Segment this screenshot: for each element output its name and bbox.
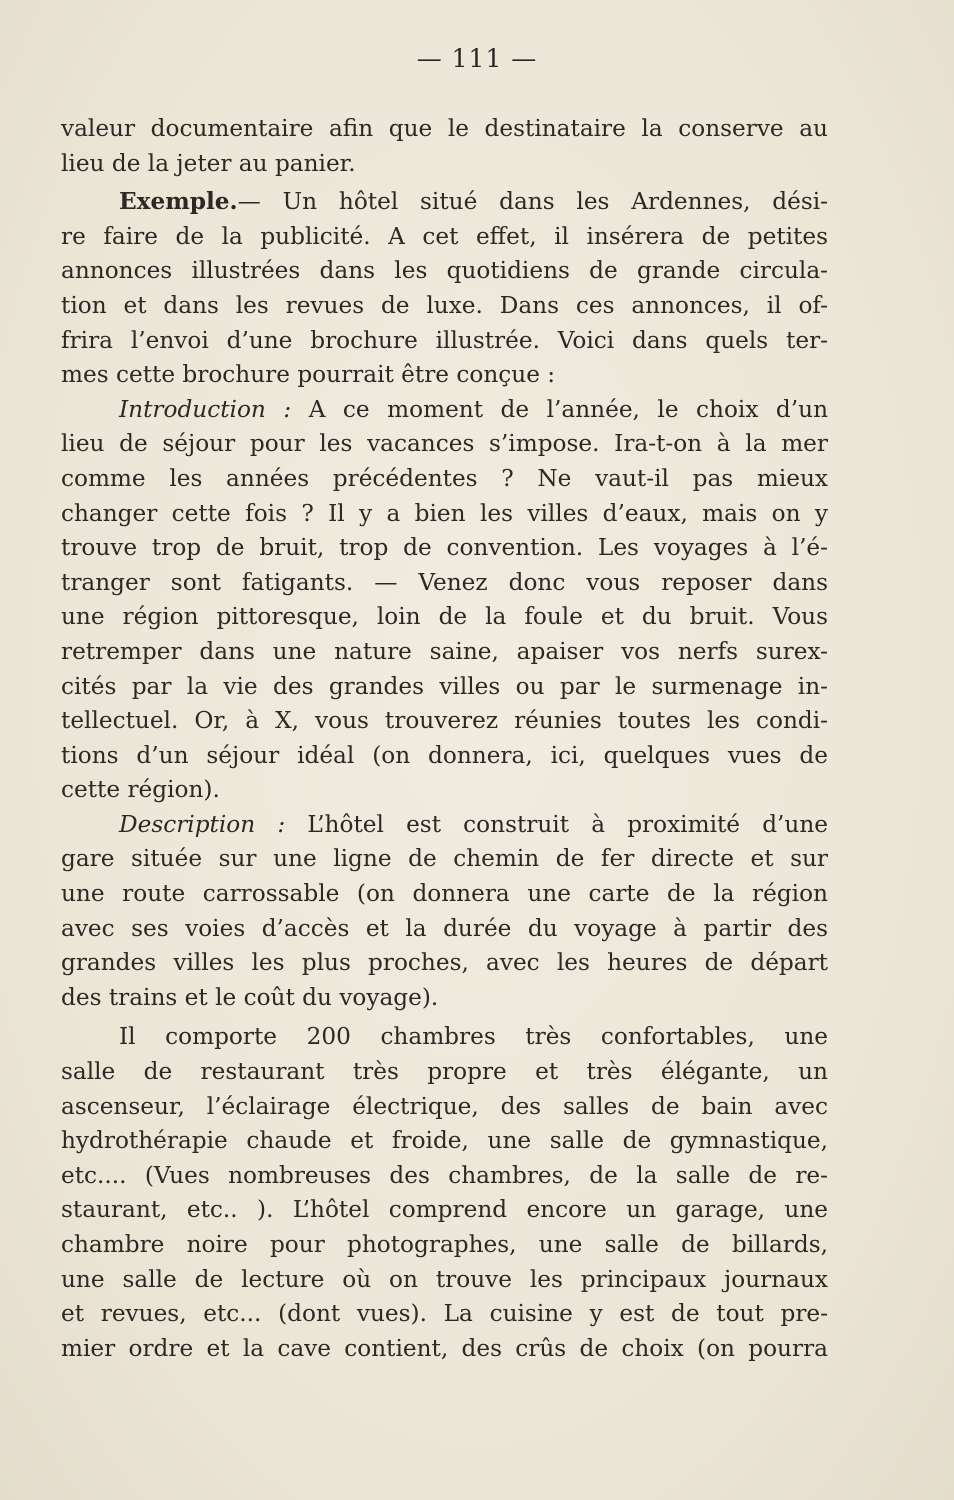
- text-line: mes cette brochure pourrait être conçue :: [61, 361, 556, 389]
- text-run: L’hôtel est construit à proximité d’une: [307, 810, 829, 838]
- page-number: — 111 —: [416, 44, 538, 73]
- text-line: tion et dans les revues de luxe. Dans ces annonces, il of-: [61, 291, 828, 319]
- text-line: Il comporte 200 chambres très confortables, une: [119, 1023, 828, 1051]
- text-run: — Un hôtel situé dans les Ardennes, dési-: [237, 188, 828, 216]
- text-line: ascenseur, l’éclairage électrique, des salles de bain avec: [61, 1092, 828, 1120]
- text-line: mier ordre et la cave contient, des crûs de choix (on pourra: [61, 1334, 828, 1362]
- description-lead: Description :: [119, 810, 286, 838]
- text-line: hydrothérapie chaude et froide, une salle de gymnastique,: [61, 1127, 828, 1155]
- text-line: tellectuel. Or, à X, vous trouverez réunies toutes les condi-: [61, 707, 828, 735]
- text-line: chambre noire pour photographes, une salle de billards,: [61, 1231, 828, 1258]
- text-line: annonces illustrées dans les quotidiens de grande circula-: [61, 257, 828, 285]
- body-text: [61, 112, 828, 1366]
- text-line: une route carrossable (on donnera une carte de la région: [61, 880, 828, 908]
- text-line: une région pittoresque, loin de la foule et du bruit. Vous: [61, 603, 828, 631]
- text-line: [61, 393, 828, 428]
- text-run: A ce moment de l’année, le choix d’un: [308, 395, 829, 423]
- exemple-lead: Exemple.: [119, 188, 238, 216]
- introduction-lead: Introduction :: [119, 395, 292, 423]
- text-line: une salle de lecture où on trouve les principaux journaux: [61, 1265, 828, 1293]
- text-line: etc.... (Vues nombreuses des chambres, de la salle de re-: [61, 1161, 828, 1189]
- text-line: re faire de la publicité. A cet effet, il insérera de petites: [61, 222, 828, 250]
- text-line: trouve trop de bruit, trop de convention. Les voyages à l’é-: [61, 534, 828, 562]
- text-line: valeur documentaire afin que le destinataire la conserve au: [61, 115, 828, 142]
- text-line: [61, 808, 828, 843]
- text-line: tions d’un séjour idéal (on donnera, ici, quelques vues de: [61, 741, 828, 769]
- text-line: frira l’envoi d’une brochure illustrée. Voici dans quels ter-: [61, 326, 828, 354]
- text-line: cités par la vie des grandes villes ou par le surmenage in-: [61, 672, 828, 700]
- text-line: et revues, etc... (dont vues). La cuisine y est de tout pre-: [61, 1300, 828, 1328]
- text-line: tranger sont fatigants. — Venez donc vous reposer dans: [61, 568, 828, 596]
- text-line: grandes villes les plus proches, avec les heures de départ: [61, 949, 828, 977]
- text-line: changer cette fois ? Il y a bien les villes d’eaux, mais on y: [61, 499, 828, 527]
- text-line: retremper dans une nature saine, apaiser vos nerfs surex-: [61, 637, 828, 665]
- text-line: gare située sur une ligne de chemin de fer directe et sur: [61, 845, 828, 873]
- text-line: comme les années précédentes ? Ne vaut-il pas mieux: [61, 464, 828, 492]
- text-line: avec ses voies d’accès et la durée du voyage à partir des: [61, 914, 828, 942]
- text-line: lieu de séjour pour les vacances s’impose. Ira-t-on à la mer: [61, 430, 828, 458]
- text-line: cette région).: [61, 776, 220, 804]
- text-line: [61, 185, 828, 220]
- text-line: lieu de la jeter au panier.: [61, 149, 356, 177]
- text-line: staurant, etc.. ). L’hôtel comprend encore un garage, une: [61, 1196, 828, 1224]
- text-line: salle de restaurant très propre et très élégante, un: [61, 1058, 828, 1086]
- text-line: des trains et le coût du voyage).: [61, 983, 439, 1011]
